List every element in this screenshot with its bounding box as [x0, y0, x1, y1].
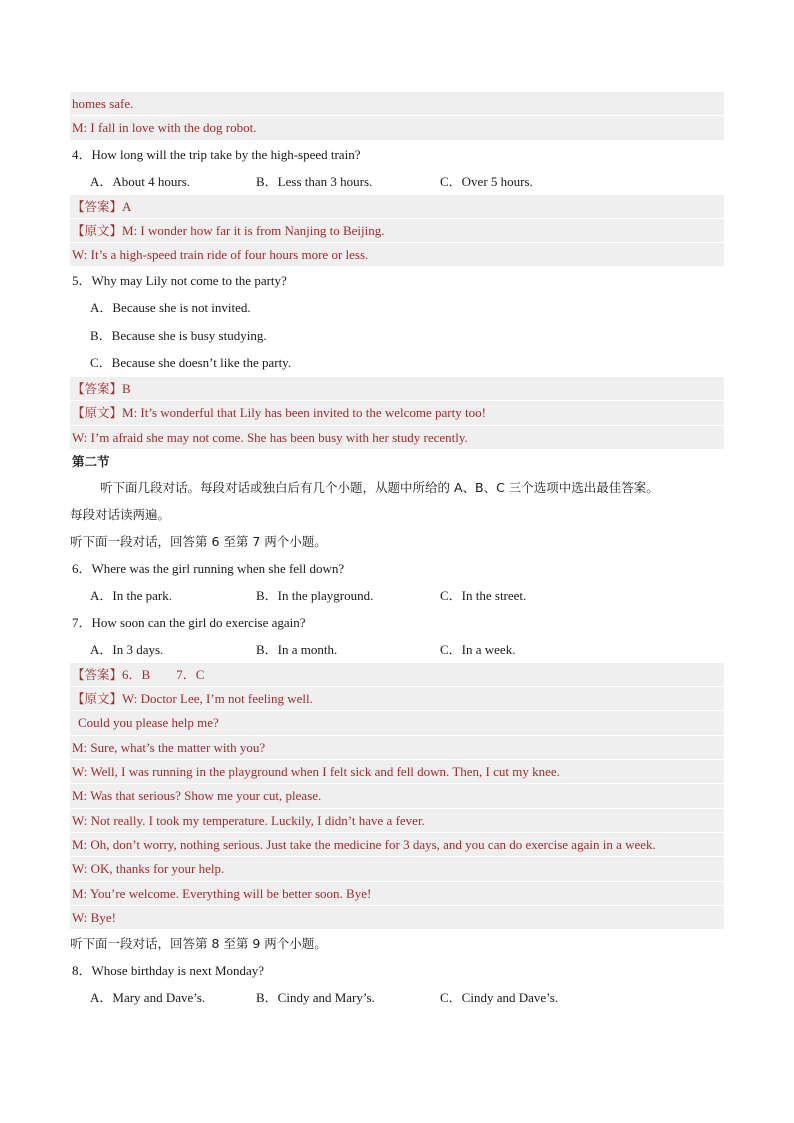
- answer-line: [70, 663, 724, 687]
- transcript-line: W: Bye!: [70, 906, 724, 930]
- answer-value: B: [122, 380, 131, 396]
- question-6: 6．Where was the girl running when she fell down?: [72, 560, 345, 576]
- transcript-line: Could you please help me?: [70, 711, 724, 735]
- transcript-line: M: Was that serious? Show me your cut, please.: [70, 784, 724, 808]
- transcript-line: homes safe.: [70, 92, 724, 116]
- transcript-line: W: Well, I was running in the playground when I felt sick and fell down. Then, I cut my knee.: [70, 760, 724, 784]
- question-8-options: [70, 984, 724, 1011]
- section-heading: 第二节: [72, 453, 110, 469]
- answer-tag: 【答案】: [72, 666, 123, 682]
- document-page: [70, 92, 724, 1011]
- transcript-line: 【原文】M: I wonder how far it is from Nanjing to Beijing.: [70, 219, 724, 243]
- option-c: C．Cindy and Dave’s.: [440, 990, 559, 1006]
- transcript-tag: 【原文】: [72, 222, 123, 238]
- option-a: A．Mary and Dave’s.: [90, 990, 206, 1006]
- transcript-line: M: I fall in love with the dog robot.: [70, 116, 724, 140]
- option-c: C．Over 5 hours.: [440, 173, 533, 189]
- answer-value: A: [122, 198, 132, 214]
- option-b: B．In the playground.: [256, 587, 374, 603]
- transcript-line: 【原文】M: It’s wonderful that Lily has been invited to the welcome party too!: [70, 401, 724, 425]
- option-b: B．In a month.: [256, 641, 338, 657]
- transcript-line: M: Oh, don’t worry, nothing serious. Just take the medicine for 3 days, and you can do exercise again in a week.: [70, 833, 724, 857]
- answer-tag: 【答案】: [72, 198, 123, 214]
- transcript-line: M: Sure, what’s the matter with you?: [70, 736, 724, 760]
- option-a: A．Because she is not invited.: [90, 300, 251, 316]
- answer-line: [70, 195, 724, 219]
- transcript-tag: 【原文】: [72, 691, 123, 707]
- answer-value: 7．C: [176, 666, 205, 682]
- answer-line: [70, 377, 724, 401]
- question-7: 7．How soon can the girl do exercise again?: [72, 614, 306, 630]
- answer-value: 6．B: [122, 666, 151, 682]
- transcript-line: W: I’m afraid she may not come. She has been busy with her study recently.: [70, 426, 724, 450]
- section-instructions: 听下面几段对话。每段对话或独白后有几个小题，从题中所给的 A、B、C 三个选项中选出最佳答案。: [100, 479, 659, 495]
- transcript-line: W: OK, thanks for your help.: [70, 857, 724, 881]
- question-5: 5．Why may Lily not come to the party?: [72, 273, 287, 289]
- option-c: C．In a week.: [440, 641, 516, 657]
- option-b: B．Cindy and Mary’s.: [256, 990, 375, 1006]
- transcript-line: M: You’re welcome. Everything will be better soon. Bye!: [70, 882, 724, 906]
- question-6-options: [70, 582, 724, 609]
- question-4-options: [70, 168, 724, 195]
- option-a: A．In the park.: [90, 587, 172, 603]
- question-8: 8．Whose birthday is next Monday?: [72, 963, 265, 979]
- option-a: A．About 4 hours.: [90, 173, 191, 189]
- section-instructions-cont: 每段对话读两遍。: [70, 506, 171, 522]
- option-c: C．Because she doesn’t like the party.: [90, 355, 292, 371]
- transcript-tag: 【原文】: [72, 405, 123, 421]
- option-b: B．Because she is busy studying.: [90, 327, 267, 343]
- dialog-intro: 听下面一段对话，回答第 8 至第 9 两个小题。: [70, 936, 327, 952]
- answer-tag: 【答案】: [72, 380, 123, 396]
- option-a: A．In 3 days.: [90, 641, 164, 657]
- transcript-line: 【原文】W: Doctor Lee, I’m not feeling well.: [70, 687, 724, 711]
- transcript-line: W: Not really. I took my temperature. Luckily, I didn’t have a fever.: [70, 809, 724, 833]
- option-b: B．Less than 3 hours.: [256, 173, 373, 189]
- transcript-line: W: It’s a high-speed train ride of four hours more or less.: [70, 243, 724, 267]
- option-c: C．In the street.: [440, 587, 527, 603]
- question-4: 4．How long will the trip take by the high-speed train?: [72, 146, 361, 162]
- question-7-options: [70, 636, 724, 663]
- dialog-intro: 听下面一段对话，回答第 6 至第 7 两个小题。: [70, 533, 327, 549]
